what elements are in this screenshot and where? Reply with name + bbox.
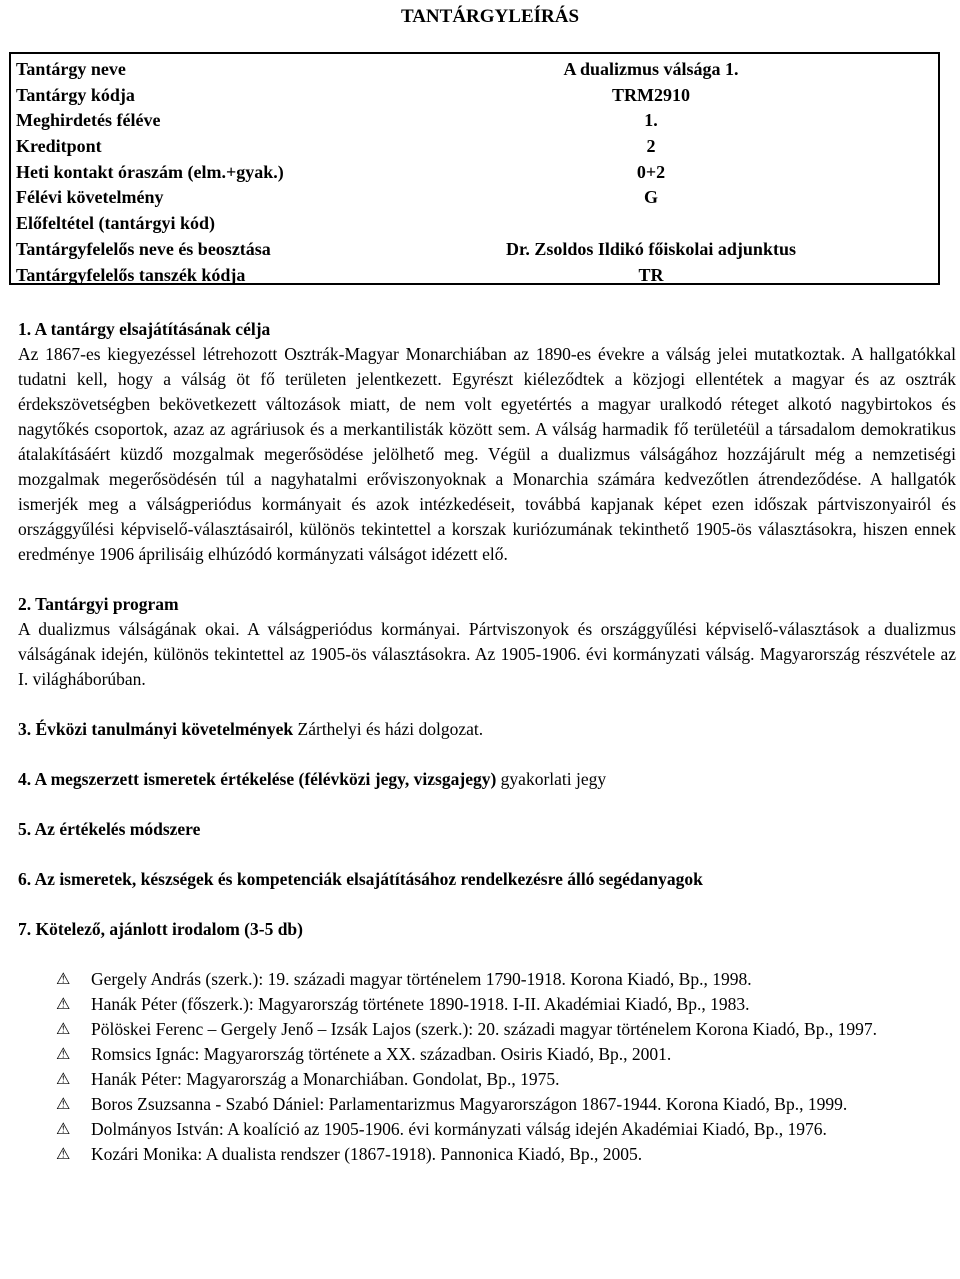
info-value: 1. — [644, 110, 658, 131]
document-title: TANTÁRGYLEÍRÁS — [400, 6, 580, 27]
list-item — [18, 1142, 956, 1167]
info-row — [11, 263, 938, 289]
list-item — [18, 967, 956, 992]
section-text-program: A dualizmus válságának okai. A válságperiódus kormányai. Pártviszonyok és országgyűlési képviselő-választások a dualizmus válságának idején, különös tekintettel az 1905-ös választásokra. Az 1905-1906. évi kormányzati válság. Magyarország részvétele az I. világháborúban. — [18, 619, 956, 689]
info-value: 2 — [646, 136, 656, 157]
reference-text: Hanák Péter (főszerk.): Magyarország története 1890-1918. I-II. Akadémiai Kiadó, Bp., 1983. — [91, 994, 750, 1014]
info-value: Dr. Zsoldos Ildikó főiskolai adjunktus — [506, 238, 796, 259]
reference-text: Romsics Ignác: Magyarország története a XX. században. Osiris Kiadó, Bp., 2001. — [91, 1044, 672, 1064]
info-label: Kreditpont — [16, 136, 102, 157]
reference-text: Kozári Monika: A dualista rendszer (1867-1918). Pannonica Kiadó, Bp., 2005. — [91, 1144, 643, 1164]
section-heading-materials: 6. Az ismeretek, készségek és kompetenciák elsajátításához rendelkezésre álló segédanyagok — [18, 869, 703, 889]
info-label: Tantárgyfelelős tanszék kódja — [16, 264, 246, 285]
reference-text: Gergely András (szerk.): 19. századi magyar történelem 1790-1918. Korona Kiadó, Bp., 1998. — [91, 969, 752, 989]
section-heading-goal: 1. A tantárgy elsajátításának célja — [18, 319, 271, 339]
list-item — [18, 1017, 956, 1042]
list-item — [18, 1092, 956, 1117]
info-row — [11, 83, 938, 109]
section-text-requirements: Zárthelyi és házi dolgozat. — [297, 719, 484, 739]
section-heading-program: 2. Tantárgyi program — [18, 594, 179, 614]
list-item — [18, 1042, 956, 1067]
reference-text: Dolmányos István: A koalíció az 1905-1906. évi kormányzati válság idején Akadémiai Kiadó, Bp., 1976. — [91, 1119, 827, 1139]
info-value: G — [643, 187, 658, 208]
info-label: Félévi követelmény — [16, 187, 164, 208]
warning-bullet-icon: ⚠ — [56, 971, 71, 988]
warning-bullet-icon: ⚠ — [56, 1146, 71, 1163]
info-row — [11, 108, 938, 134]
warning-bullet-icon: ⚠ — [56, 1121, 71, 1138]
info-label: Heti kontakt óraszám (elm.+gyak.) — [16, 161, 284, 182]
info-label: Tantárgy neve — [16, 59, 126, 79]
info-label: Meghirdetés féléve — [16, 110, 161, 131]
warning-bullet-icon: ⚠ — [56, 1046, 71, 1063]
list-item — [18, 1067, 956, 1092]
info-value: TR — [638, 264, 664, 285]
warning-bullet-icon: ⚠ — [56, 996, 71, 1013]
info-row — [11, 237, 938, 263]
reference-text: Pölöskei Ferenc – Gergely Jenő – Izsák Lajos (szerk.): 20. századi magyar történelem Korona Kiadó, Bp., 1997. — [91, 1019, 877, 1039]
warning-bullet-icon: ⚠ — [56, 1071, 71, 1088]
list-item — [18, 1117, 956, 1142]
section-heading-requirements: 3. Évközi tanulmányi követelmények — [18, 719, 294, 739]
section-evaluation — [18, 767, 956, 792]
info-row — [11, 211, 938, 237]
info-value: 0+2 — [636, 161, 666, 182]
reference-text: Hanák Péter: Magyarország a Monarchiában. Gondolat, Bp., 1975. — [91, 1069, 560, 1089]
info-value: TRM2910 — [612, 84, 690, 105]
info-row — [11, 57, 938, 83]
reference-text: Boros Zsuzsanna - Szabó Dániel: Parlamentarizmus Magyarországon 1867-1944. Korona Kiadó, Bp., 1999. — [91, 1094, 848, 1114]
info-row — [11, 185, 938, 211]
section-heading-method: 5. Az értékelés módszere — [18, 819, 201, 839]
info-row — [11, 160, 938, 186]
section-heading-evaluation: 4. A megszerzett ismeretek értékelése (félévközi jegy, vizsgajegy) — [18, 769, 497, 789]
list-item — [18, 992, 956, 1017]
warning-bullet-icon: ⚠ — [56, 1021, 71, 1038]
section-heading-literature: 7. Kötelező, ajánlott irodalom (3-5 db) — [18, 919, 303, 939]
document-body — [18, 317, 956, 1167]
course-info-table — [9, 52, 940, 285]
section-text-goal: Az 1867-es kiegyezéssel létrehozott Osztrák-Magyar Monarchiában az 1890-es évekre a válság jelei mutatkoztak. A hallgatókkal tudatni kell, hogy a válság öt fő területen jelentkezett. Egyrészt kiéleződtek a közjogi ellentétek a magyar és az osztrák érdekszövetségben bekövetkezett változások miatt, de nem volt egyetértés a magyar uralkodó réteget alkotó nagybirtokos és nagytőkés csoportok, azaz az agráriusok és a merkantilisták között sem. A válság harmadik fő területéül a társadalom demokratikus átalakításáért küzdő mozgalmak megerősödése jelölhető meg. Végül a dualizmus válságához hozzájárult még a nemzetiségi mozgalmak megerősödésén túl a nagyhatalmi erőviszonyoknak a Monarchia számára kedvezőtlen átrendeződése. A hallgatók ismerjék meg a válságperiódus kormányait és azok intézkedéseit, továbbá kapjanak képet ezen időszak pártviszonyairól és országgyűlési képviselő-választásairól, különös tekintettel a korszak kuriózumának tekinthető 1905-ös választásokra, hiszen ennek eredménye 1906 áprilisáig elhúzódó kormányzati válságot idézett elő. — [18, 344, 956, 564]
info-label: Tantárgyfelelős neve és beosztása — [16, 238, 271, 259]
warning-bullet-icon: ⚠ — [56, 1096, 71, 1113]
info-row — [11, 134, 938, 160]
section-requirements — [18, 717, 956, 742]
section-text-evaluation: gyakorlati jegy — [500, 769, 607, 789]
reference-list — [18, 967, 956, 1167]
info-value: A dualizmus válsága 1. — [563, 59, 739, 79]
info-label: Tantárgy kódja — [16, 84, 135, 105]
info-label: Előfeltétel (tantárgyi kód) — [16, 213, 215, 234]
